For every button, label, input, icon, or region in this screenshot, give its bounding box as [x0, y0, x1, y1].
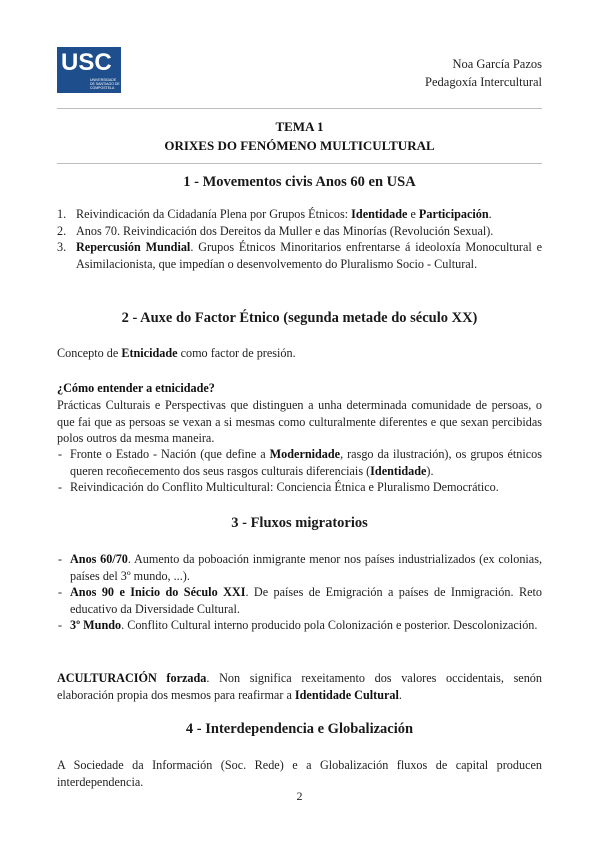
concept-line: Concepto de Etnicidade como factor de presión.	[57, 346, 296, 360]
section-2-question: ¿Cómo entender a etnicidade?	[57, 381, 215, 395]
logo-subtext: UNIVERSIDADE DE SANTIAGO DE COMPOSTELA	[90, 78, 120, 90]
list-item: - 3º Mundo. Conflito Cultural interno producido pola Colonización e posterior. Descolonización.	[58, 618, 538, 632]
list-item: - Fronte o Estado - Nación (que define a Modernidade, rasgo da ilustración), os grupos étnicos queren recoñecemento dos seus rasgos culturais diferenciais (Identidade).	[58, 447, 542, 478]
section-4-paragraph: A Sociedade da Información (Soc. Rede) e a Globalización fluxos de capital producen interdependencia.	[57, 758, 542, 789]
list-item: 2. Anos 70. Reivindicación dos Dereitos da Muller e das Minorías (Revolución Sexual).	[57, 223, 494, 238]
section-2-paragraph: Prácticas Culturais e Perspectivas que distinguen a unha determinada comunidade de persoas, o que fai que as persoas se vexan a si mesmas como culturalmente diferentes e que sexan percibidas polos outros da mesma maneira.	[57, 398, 542, 445]
usc-logo	[57, 47, 121, 93]
list-item: 1. Reivindicación da Cidadanía Plena por Grupos Étnicos: Identidade e Participación.	[57, 207, 492, 221]
section-3-heading: 3 - Fluxos migratorios	[231, 515, 368, 531]
list-item: - Anos 90 e Inicio do Século XXI. De países de Emigración a países de Inmigración. Reto educativo da Diversidade Cultural.	[58, 585, 542, 616]
title-line-1: TEMA 1	[275, 119, 324, 134]
section-2-heading: 2 - Auxe do Factor Étnico (segunda metade do século XX)	[121, 310, 478, 326]
section-2-list	[57, 446, 542, 496]
page-number: 2	[296, 789, 303, 803]
title-divider	[57, 163, 542, 164]
title-line-2: ORIXES DO FENÓMENO MULTICULTURAL	[164, 138, 435, 153]
list-item: - Reivindicación do Conflito Multicultural: Conciencia Étnica e Pluralismo Democrático.	[58, 480, 499, 494]
list-item: 3. Repercusión Mundial. Grupos Étnicos Minoritarios enfrentarse á ideoloxía Monocultural e Asimilacionista, que impedían o desenvolvemento do Pluralismo Socio - Cultural.	[57, 240, 542, 271]
author-name: Noa García Pazos	[452, 57, 542, 71]
aculturacion-paragraph: ACULTURACIÓN forzada. Non significa rexeitamento dos valores occidentais, senón elaboración propia dos mesmos para reafirmar a Identidade Cultural.	[57, 671, 542, 702]
section-3-list	[57, 551, 542, 634]
header-divider	[57, 108, 542, 109]
section-1-heading: 1 - Movementos civis Anos 60 en USA	[183, 174, 416, 190]
logo-text: USC	[61, 49, 112, 76]
document-title	[57, 117, 542, 155]
section-4-heading: 4 - Interdependencia e Globalización	[185, 721, 414, 737]
course-name: Pedagoxía Intercultural	[425, 75, 542, 89]
section-1-list	[57, 206, 542, 272]
header-author-block	[425, 55, 542, 91]
list-item: - Anos 60/70. Aumento da poboación inmigrante menor nos países industrializados (ex colonias, países del 3º mundo, ...).	[58, 552, 542, 583]
